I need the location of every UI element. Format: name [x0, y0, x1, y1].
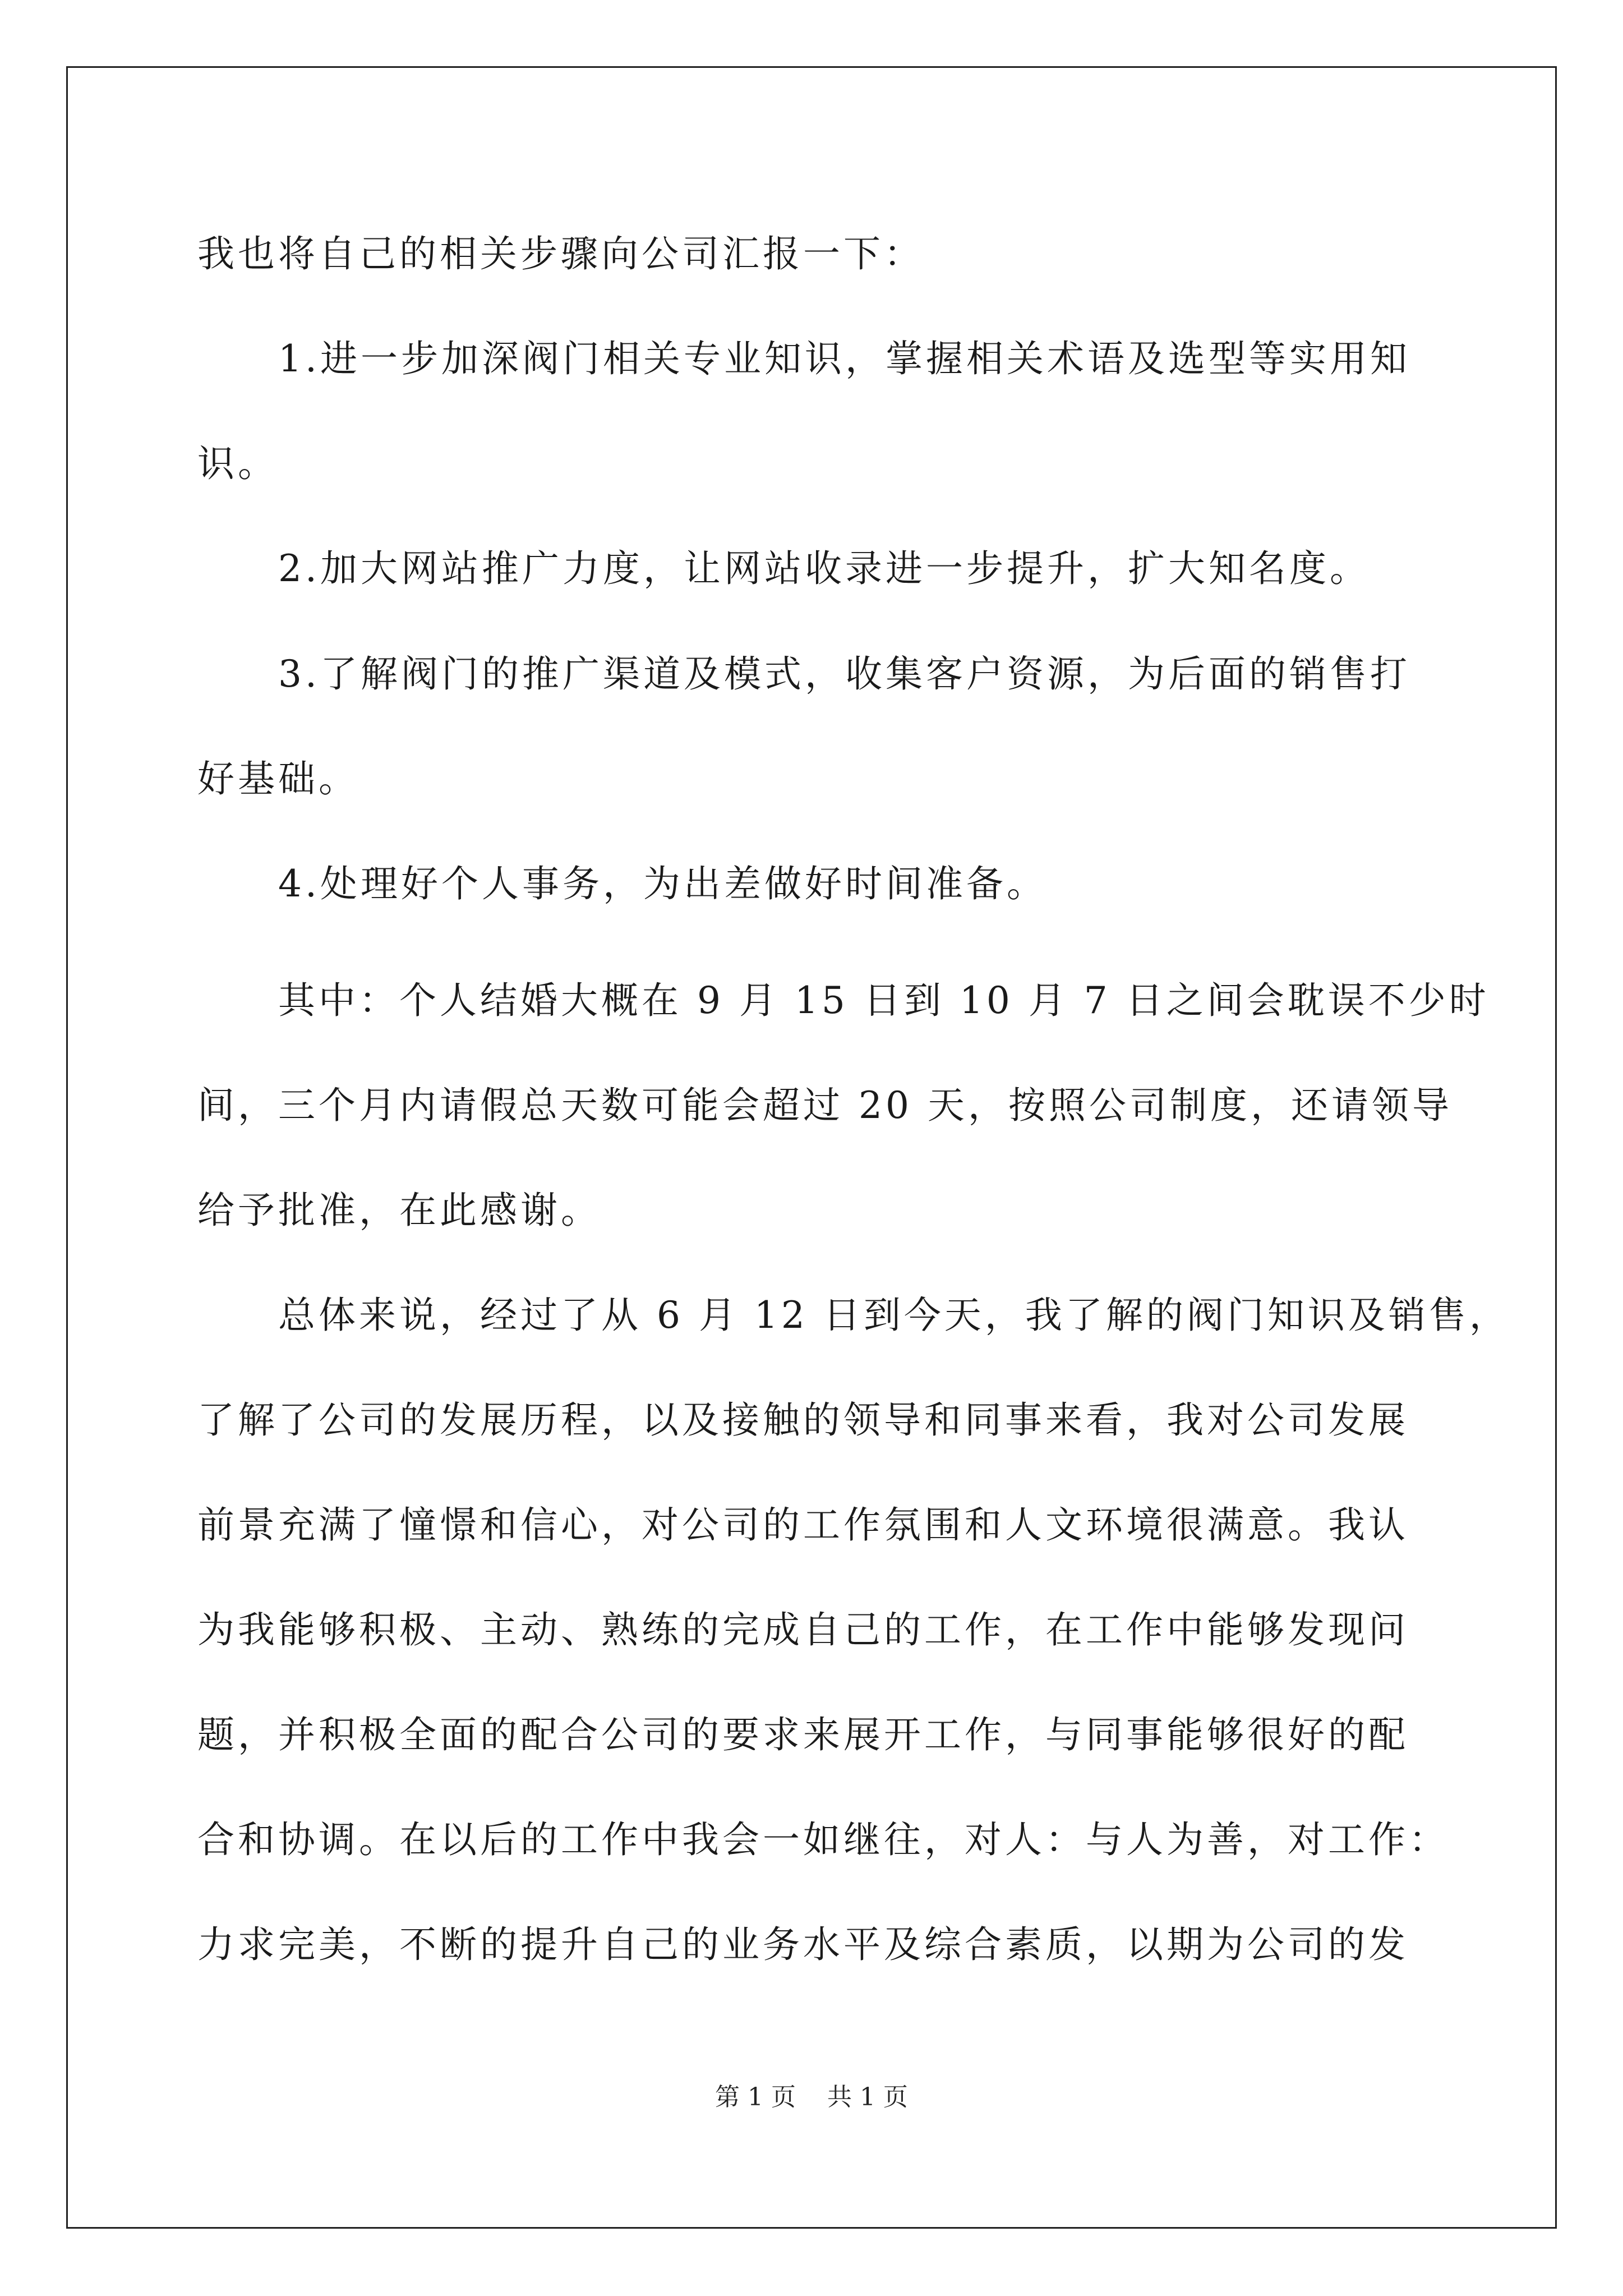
text-line: 识。	[197, 442, 278, 485]
text-line: 合和协调。在以后的工作中我会一如继往，对人：与人为善，对工作：	[197, 1818, 1449, 1861]
text-line: 题，并积极全面的配合公司的要求来展开工作，与同事能够很好的配	[197, 1713, 1409, 1756]
text-line: 力求完美，不断的提升自己的业务水平及综合素质，以期为公司的发	[197, 1923, 1409, 1966]
text-line: 1.进一步加深阀门相关专业知识，掌握相关术语及选型等实用知	[278, 337, 1410, 380]
text-line: 2.加大网站推广力度，让网站收录进一步提升，扩大知名度。	[278, 547, 1370, 590]
text-line: 3.了解阀门的推广渠道及模式，收集客户资源，为后面的销售打	[278, 652, 1410, 696]
page-number-footer: 第 1 页 共 1 页	[715, 2083, 908, 2111]
text-line: 总体来说，经过了从 6 月 12 日到今天，我了解的阀门知识及销售，	[278, 1294, 1510, 1337]
text-line: 给予批准，在此感谢。	[197, 1189, 601, 1232]
text-line: 前景充满了憧憬和信心，对公司的工作氛围和人文环境很满意。我认	[197, 1503, 1409, 1547]
text-line: 好基础。	[197, 757, 359, 800]
text-line: 了解了公司的发展历程，以及接触的领导和同事来看，我对公司发展	[197, 1398, 1409, 1442]
page-border	[66, 66, 1557, 2229]
text-line: 间，三个月内请假总天数可能会超过 20 天，按照公司制度，还请领导	[197, 1084, 1453, 1127]
text-line: 其中：个人结婚大概在 9 月 15 日到 10 月 7 日之间会耽误不少时	[278, 979, 1490, 1022]
text-line: 我也将自己的相关步骤向公司汇报一下：	[197, 232, 924, 275]
text-line: 为我能够积极、主动、熟练的完成自己的工作，在工作中能够发现问	[197, 1608, 1409, 1651]
text-line: 4.处理好个人事务，为出差做好时间准备。	[278, 862, 1047, 905]
